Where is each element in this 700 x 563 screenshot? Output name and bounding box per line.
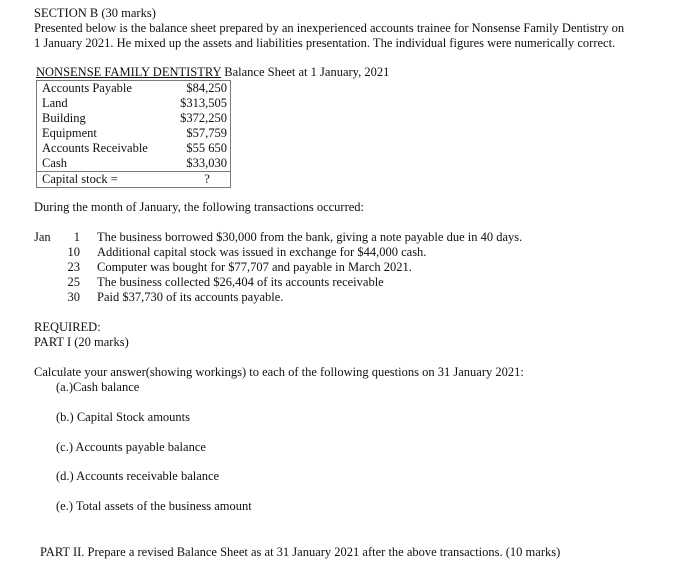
required-heading: REQUIRED: [34, 320, 101, 334]
row-value: $55 650 [186, 141, 227, 155]
instruction-text: Calculate your answer(showing workings) to each of the following questions on 31 January 2021: [34, 365, 524, 379]
table-row [37, 171, 230, 187]
table-row [37, 141, 230, 156]
table-row [37, 111, 230, 126]
company-name: NONSENSE FAMILY DENTISTRY [36, 65, 222, 79]
transaction-text: The business borrowed $30,000 from the bank, giving a note payable due in 40 days. [97, 230, 523, 244]
transaction-text: The business collected $26,404 of its accounts receivable [97, 275, 384, 289]
table-row [37, 156, 230, 171]
row-value: $57,759 [186, 126, 227, 140]
row-value: $33,030 [186, 156, 227, 170]
question-e: (e.) Total assets of the business amount [56, 499, 252, 513]
part-one-heading: PART I (20 marks) [34, 335, 129, 349]
transaction-day: 1 [73, 230, 80, 244]
row-label: Building [42, 111, 86, 125]
row-label: Cash [42, 156, 67, 170]
transaction-day: 30 [67, 290, 80, 304]
row-value: ? [204, 172, 210, 186]
transaction-day: 23 [67, 260, 80, 274]
question-c: (c.) Accounts payable balance [56, 440, 206, 454]
table-row [37, 96, 230, 111]
balance-sheet-title [36, 65, 389, 80]
transaction-text: Additional capital stock was issued in exchange for $44,000 cash. [97, 245, 427, 259]
section-title: SECTION B (30 marks) [34, 6, 156, 20]
table-row [37, 81, 230, 96]
question-d: (d.) Accounts receivable balance [56, 469, 220, 483]
part-two-instruction: PART II. Prepare a revised Balance Sheet as at 31 January 2021 after the above transactions. (10 marks) [40, 545, 561, 559]
transaction-day: 10 [67, 245, 80, 259]
question-a: (a.)Cash balance [56, 380, 140, 394]
balance-sheet-table [36, 80, 231, 188]
intro-block [34, 6, 674, 51]
transaction-text: Paid $37,730 of its accounts payable. [97, 290, 284, 304]
row-label: Land [42, 96, 68, 110]
row-value: $313,505 [180, 96, 227, 110]
question-b: (b.) Capital Stock amounts [56, 410, 191, 424]
transaction-text: Computer was bought for $77,707 and payable in March 2021. [97, 260, 412, 274]
transactions-intro: During the month of January, the following transactions occurred: [34, 200, 365, 214]
row-label: Capital stock = [42, 172, 118, 186]
balance-sheet-date: Balance Sheet at 1 January, 2021 [221, 65, 390, 79]
row-label: Equipment [42, 126, 97, 140]
table-row [37, 126, 230, 141]
transaction-day: 25 [67, 275, 80, 289]
intro-line-1: Presented below is the balance sheet prepared by an inexperienced accounts trainee for Nonsense Family Dentistry on [34, 21, 625, 35]
transaction-month: Jan [34, 230, 51, 244]
row-label: Accounts Receivable [42, 141, 148, 155]
row-value: $372,250 [180, 111, 227, 125]
intro-line-2: 1 January 2021. He mixed up the assets and liabilities presentation. The individual figures were numerically correct. [34, 36, 616, 50]
row-value: $84,250 [186, 81, 227, 95]
row-label: Accounts Payable [42, 81, 132, 95]
